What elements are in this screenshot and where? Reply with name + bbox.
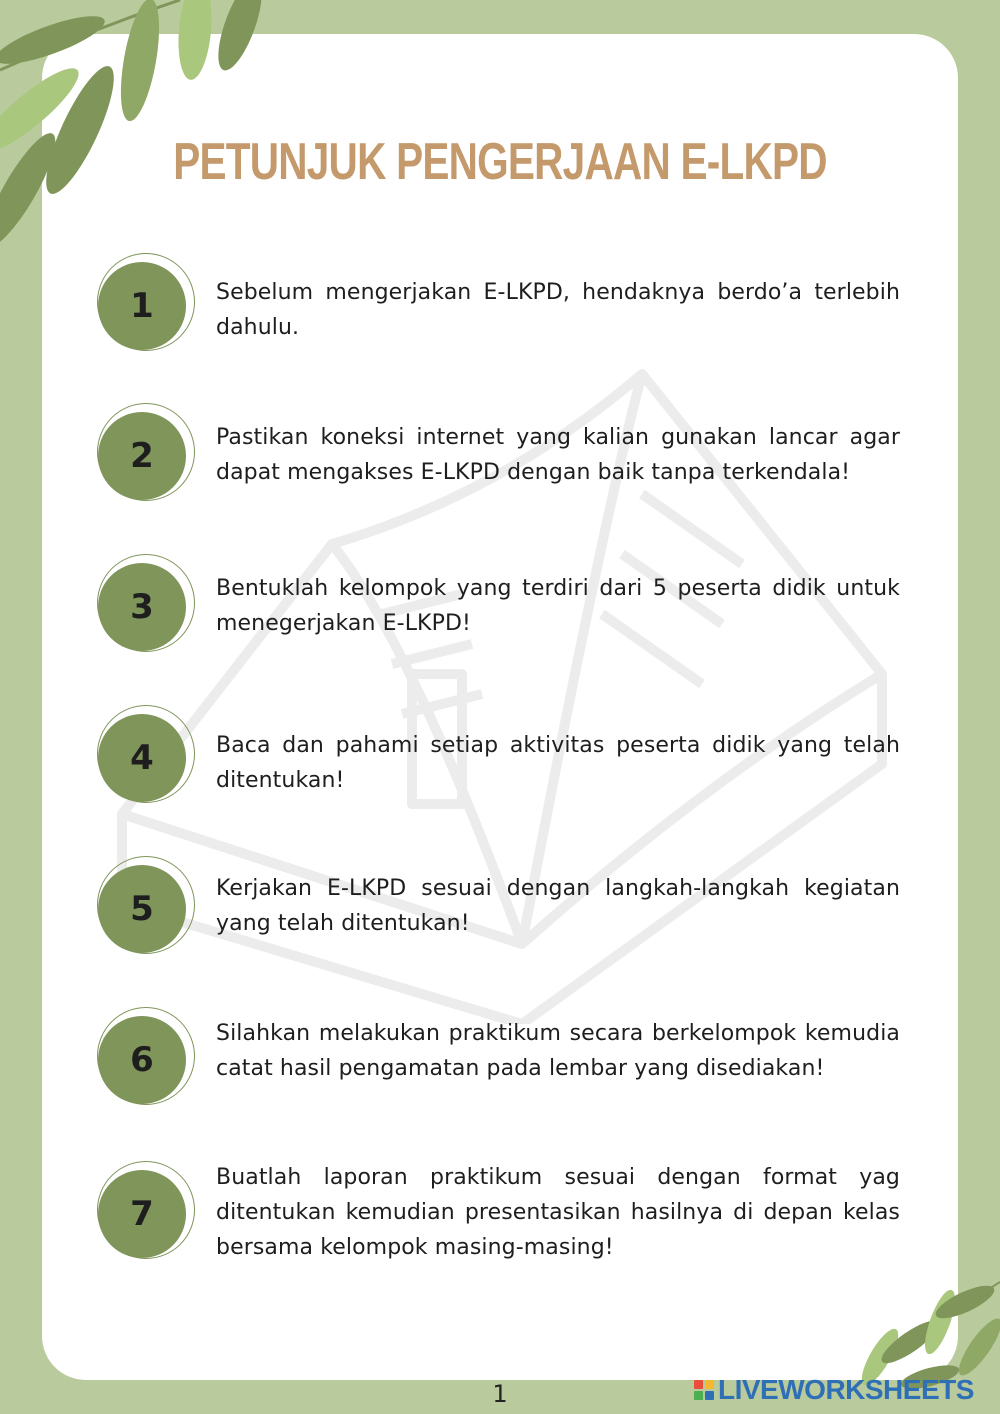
page-number: 1	[492, 1380, 508, 1408]
step-text: Baca dan pahami setiap aktivitas peserta didik yang telah ditentukan!	[216, 733, 900, 793]
step-number: 3	[130, 587, 154, 627]
step-number-badge	[94, 1010, 194, 1110]
step-number: 6	[130, 1040, 154, 1080]
step-text: Silahkan melakukan praktikum secara berkelompok kemudia catat hasil pengamatan pada lembar yang disediakan!	[216, 1021, 900, 1081]
step-number-badge	[94, 859, 194, 959]
step-text: Bentuklah kelompok yang terdiri dari 5 peserta didik untuk menegerjakan E-LKPD!	[216, 576, 900, 636]
leaf-branch-icon	[840, 1262, 1000, 1392]
step-text: Sebelum mengerjakan E-LKPD, hendaknya berdo’a terlebih dahulu.	[216, 280, 900, 340]
liveworksheets-logo	[694, 1374, 974, 1406]
step-text: Kerjakan E-LKPD sesuai dengan langkah-langkah kegiatan yang telah ditentukan!	[216, 876, 900, 936]
step-number: 1	[130, 286, 154, 326]
leaf-branch-icon	[0, 0, 270, 250]
step-number-badge	[94, 256, 194, 356]
page-title: PETUNJUK PENGERJAAN E-LKPD	[173, 133, 827, 191]
step-number-badge	[94, 557, 194, 657]
step-number-badge	[94, 708, 194, 808]
step-text: Pastikan koneksi internet yang kalian gunakan lancar agar dapat mengakses E-LKPD dengan baik tanpa terkendala!	[216, 425, 900, 485]
step-number: 5	[130, 889, 154, 929]
step-number-badge	[94, 1164, 194, 1264]
step-number: 7	[130, 1194, 154, 1234]
step-text: Buatlah laporan praktikum sesuai dengan format yag ditentukan kemudian presentasikan hasilnya di depan kelas bersama kelompok masing-masing!	[216, 1165, 900, 1260]
step-number-badge	[94, 406, 194, 506]
logo-mark-icon	[694, 1380, 714, 1400]
step-number: 2	[130, 436, 154, 476]
logo-text: LIVEWORKSHEETS	[718, 1374, 974, 1405]
step-number: 4	[130, 738, 154, 778]
